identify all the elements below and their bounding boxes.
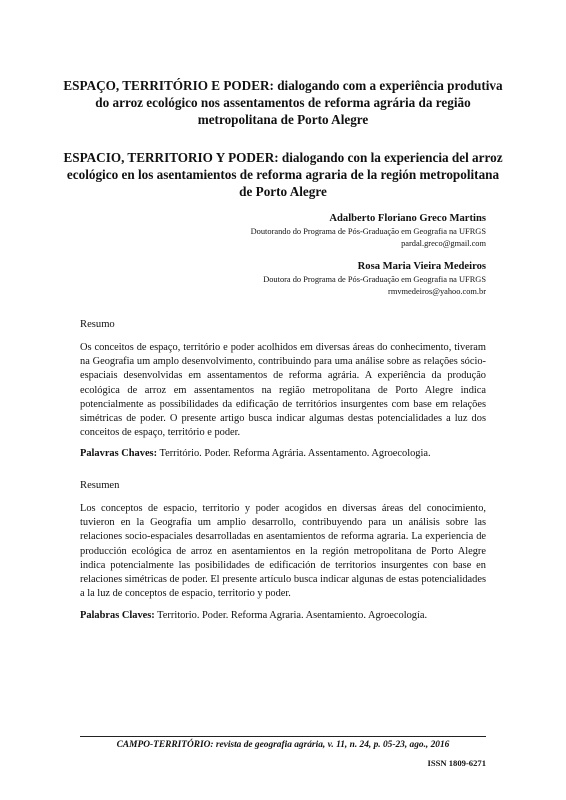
author-affiliation: Doutorando do Programa de Pós-Graduação em Geografia na UFRGS — [250, 227, 486, 236]
resumo-text: Os conceitos de espaço, território e poder acolhidos em diversas áreas do conhecimento, tiveram na Geografia um amplo desenvolvimento, contribuindo para uma análise sobre as relações sócio-espaciais desenvolvidas em assentamentos de reforma agrária. A experiência da produção ecológica de arroz em assentamentos na região metropolitana de Porto Alegre indica potencialmente as possibilidades da edificação de territórios insurgentes com base em relações simétricas de poder. O presente artigo busca indicar algumas destas potencialidades a luz dos conceitos de espaço, território e poder. — [80, 342, 486, 439]
resumen-text: Los conceptos de espacio, territorio y poder acogidos en diversas áreas del conocimiento, tuvieron en la Geografía um amplio desarrollo, contribuyendo para un análisis sobre las relaciones socio-espaciales desarrolladas en asentamientos de reforma agraria. La experiencia de producción ecológica de arroz en asentamientos en la región metropolitana de Porto Alegre indica potencialmente las posibilidades de edificación de territorios insurgentes con base en relaciones simétricas de poder. El presente artículo busca indicar algunas de estas potencialidades a la luz de conceptos de espacio, territorio y poder. — [80, 503, 486, 600]
resumen-heading: Resumen — [80, 480, 120, 491]
keywords-label: Palabras Claves: — [80, 610, 155, 621]
palabras-claves — [80, 609, 500, 623]
author-name: Rosa Maria Vieira Medeiros — [357, 261, 486, 272]
title-portuguese: ESPAÇO, TERRITÓRIO E PODER: dialogando com a experiência produtiva do arroz ecológico nos assentamentos de reforma agrária da região metropolitana de Porto Alegre — [63, 78, 503, 127]
title-spanish: ESPACIO, TERRITORIO Y PODER: dialogando con la experiencia del arroz ecológico en los asentamientos de reforma agraria de la región metropolitana de Porto Alegre — [63, 150, 503, 199]
journal-citation: CAMPO-TERRITÓRIO: revista de geografia agrária, v. 11, n. 24, p. 05-23, ago., 2016 — [116, 740, 450, 750]
keywords-label: Palavras Chaves: — [80, 448, 158, 459]
author-name: Adalberto Floriano Greco Martins — [329, 213, 486, 224]
author-email: pardal.greco@gmail.com — [401, 239, 486, 248]
author-block-1 — [126, 212, 486, 250]
keywords-list: Territorio. Poder. Reforma Agraria. Asentamiento. Agroecología. — [157, 610, 428, 621]
keywords-list: Território. Poder. Reforma Agrária. Assentamento. Agroecologia. — [159, 448, 431, 459]
palavras-chaves — [80, 447, 500, 461]
author-email: rmvmedeiros@yahoo.com.br — [388, 287, 486, 296]
footer-divider — [80, 736, 486, 737]
author-block-2 — [126, 260, 486, 298]
resumo-heading: Resumo — [80, 319, 115, 330]
author-affiliation: Doutora do Programa de Pós-Graduação em Geografia na UFRGS — [263, 275, 486, 284]
issn-number: ISSN 1809-6271 — [427, 758, 486, 768]
